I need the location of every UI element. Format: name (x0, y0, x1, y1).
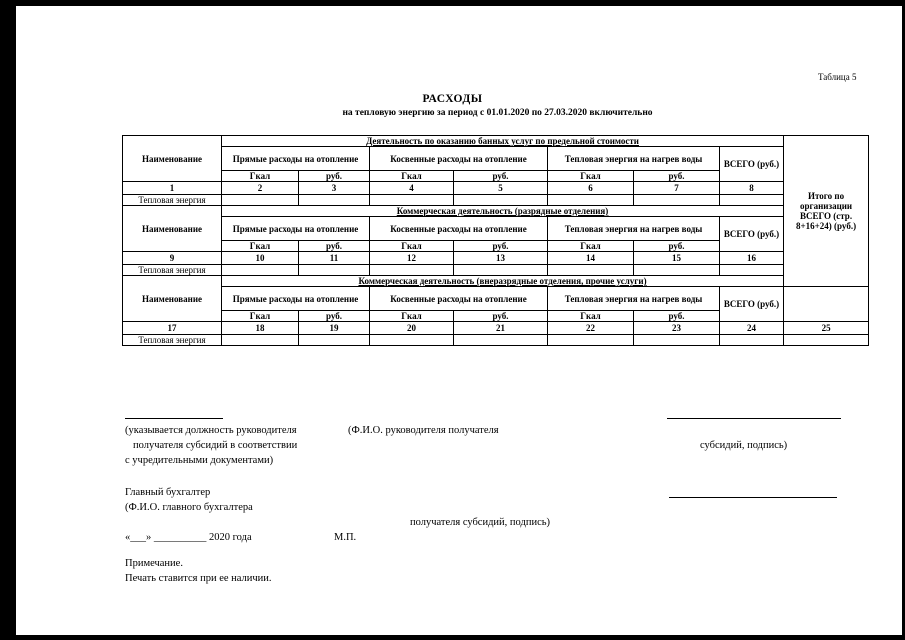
unit-rub: руб. (634, 241, 720, 252)
heat-header: Тепловая энергия на нагрев воды (548, 147, 720, 171)
data-cell (454, 195, 548, 206)
col-number: 7 (634, 182, 720, 195)
row-label: Тепловая энергия (123, 265, 222, 276)
head-position-line-3: с учредительными документами) (125, 455, 274, 466)
accountant-sign-line (669, 497, 837, 498)
data-cell (634, 195, 720, 206)
head-position-line-2: получателя субсидий в соответствии (133, 440, 298, 451)
head-sign-line (667, 418, 841, 419)
unit-rub: руб. (634, 171, 720, 182)
col-number: 4 (370, 182, 454, 195)
col-number: 2 (222, 182, 299, 195)
col-number: 21 (454, 322, 548, 335)
head-position-line (125, 418, 223, 419)
col-number: 22 (548, 322, 634, 335)
unit-rub: руб. (634, 311, 720, 322)
row-label: Тепловая энергия (123, 335, 222, 346)
row-label: Тепловая энергия (123, 195, 222, 206)
date-line: «___» __________ 2020 года (125, 532, 252, 543)
data-cell (222, 265, 299, 276)
col-number: 10 (222, 252, 299, 265)
head-name-text: (Ф.И.О. руководителя получателя (348, 425, 499, 436)
grand-total-header: Итого по организации ВСЕГО (стр. 8+16+24) (руб.) (784, 136, 869, 287)
section-1-title: Деятельность по оказанию банных услуг по предельной стоимости (222, 136, 784, 147)
col-number: 14 (548, 252, 634, 265)
data-cell (222, 195, 299, 206)
data-cell (634, 335, 720, 346)
data-cell (370, 265, 454, 276)
direct-header: Прямые расходы на отопление (222, 217, 370, 241)
unit-gcal: Гкал (370, 241, 454, 252)
stamp-mark: М.П. (334, 532, 357, 543)
col-number: 6 (548, 182, 634, 195)
data-cell (299, 335, 370, 346)
heat-header: Тепловая энергия на нагрев воды (548, 217, 720, 241)
data-cell (299, 265, 370, 276)
section-2-title: Коммерческая деятельность (разрядные отделения) (222, 206, 784, 217)
data-cell (370, 335, 454, 346)
unit-gcal: Гкал (548, 241, 634, 252)
unit-rub: руб. (299, 311, 370, 322)
document-subtitle: на тепловую энергию за период с 01.01.2020 по 27.03.2020 включительно (342, 108, 653, 118)
data-cell (548, 265, 634, 276)
data-cell (299, 195, 370, 206)
total-header: ВСЕГО (руб.) (720, 147, 784, 182)
col-number: 18 (222, 322, 299, 335)
unit-gcal: Гкал (370, 171, 454, 182)
direct-header: Прямые расходы на отопление (222, 287, 370, 311)
unit-gcal: Гкал (548, 311, 634, 322)
table-label: Таблица 5 (818, 72, 857, 82)
data-cell (548, 195, 634, 206)
col-number: 5 (454, 182, 548, 195)
head-position-text (125, 423, 297, 468)
col-number: 13 (454, 252, 548, 265)
head-position-line-1: (указывается должность руководителя (125, 425, 297, 436)
accountant-title: Главный бухгалтер (125, 487, 211, 498)
col-number: 20 (370, 322, 454, 335)
heat-header: Тепловая энергия на нагрев воды (548, 287, 720, 311)
data-cell (454, 265, 548, 276)
data-cell (720, 335, 784, 346)
total-header: ВСЕГО (руб.) (720, 287, 784, 322)
data-cell (720, 195, 784, 206)
unit-rub: руб. (454, 311, 548, 322)
unit-gcal: Гкал (222, 311, 299, 322)
col-number: 19 (299, 322, 370, 335)
document-title: РАСХОДЫ (422, 93, 483, 105)
col-number: 8 (720, 182, 784, 195)
note-title: Примечание. (125, 558, 183, 569)
direct-header: Прямые расходы на отопление (222, 147, 370, 171)
expenses-table (122, 135, 869, 346)
indirect-header: Косвенные расходы на отопление (370, 217, 548, 241)
unit-rub: руб. (454, 241, 548, 252)
unit-gcal: Гкал (370, 311, 454, 322)
data-cell (370, 195, 454, 206)
name-header: Наименование (123, 206, 222, 252)
indirect-header: Косвенные расходы на отопление (370, 147, 548, 171)
data-cell (784, 335, 869, 346)
scan-border-bottom (0, 635, 905, 640)
note-text: Печать ставится при ее наличии. (125, 573, 272, 584)
data-cell (454, 335, 548, 346)
data-cell (634, 265, 720, 276)
col-number: 3 (299, 182, 370, 195)
data-cell (222, 335, 299, 346)
data-cell (548, 335, 634, 346)
data-cell (720, 265, 784, 276)
col-number: 12 (370, 252, 454, 265)
col-number: 16 (720, 252, 784, 265)
col-number: 17 (123, 322, 222, 335)
accountant-name-text: (Ф.И.О. главного бухгалтера (125, 502, 253, 513)
unit-gcal: Гкал (222, 241, 299, 252)
unit-gcal: Гкал (548, 171, 634, 182)
col-number: 1 (123, 182, 222, 195)
name-header: Наименование (123, 136, 222, 182)
unit-rub: руб. (299, 241, 370, 252)
name-header: Наименование (123, 276, 222, 322)
indirect-header: Косвенные расходы на отопление (370, 287, 548, 311)
unit-rub: руб. (454, 171, 548, 182)
col-number: 24 (720, 322, 784, 335)
section-3-title: Коммерческая деятельность (внеразрядные отделения, прочие услуги) (222, 276, 784, 287)
head-sign-text: субсидий, подпись) (700, 440, 788, 451)
col-number: 9 (123, 252, 222, 265)
col-number: 15 (634, 252, 720, 265)
col-number: 25 (784, 322, 869, 335)
unit-rub: руб. (299, 171, 370, 182)
scan-border-top (0, 0, 905, 6)
accountant-sign-text: получателя субсидий, подпись) (410, 517, 551, 528)
col-number: 23 (634, 322, 720, 335)
unit-gcal: Гкал (222, 171, 299, 182)
total-header: ВСЕГО (руб.) (720, 217, 784, 252)
col-number: 11 (299, 252, 370, 265)
